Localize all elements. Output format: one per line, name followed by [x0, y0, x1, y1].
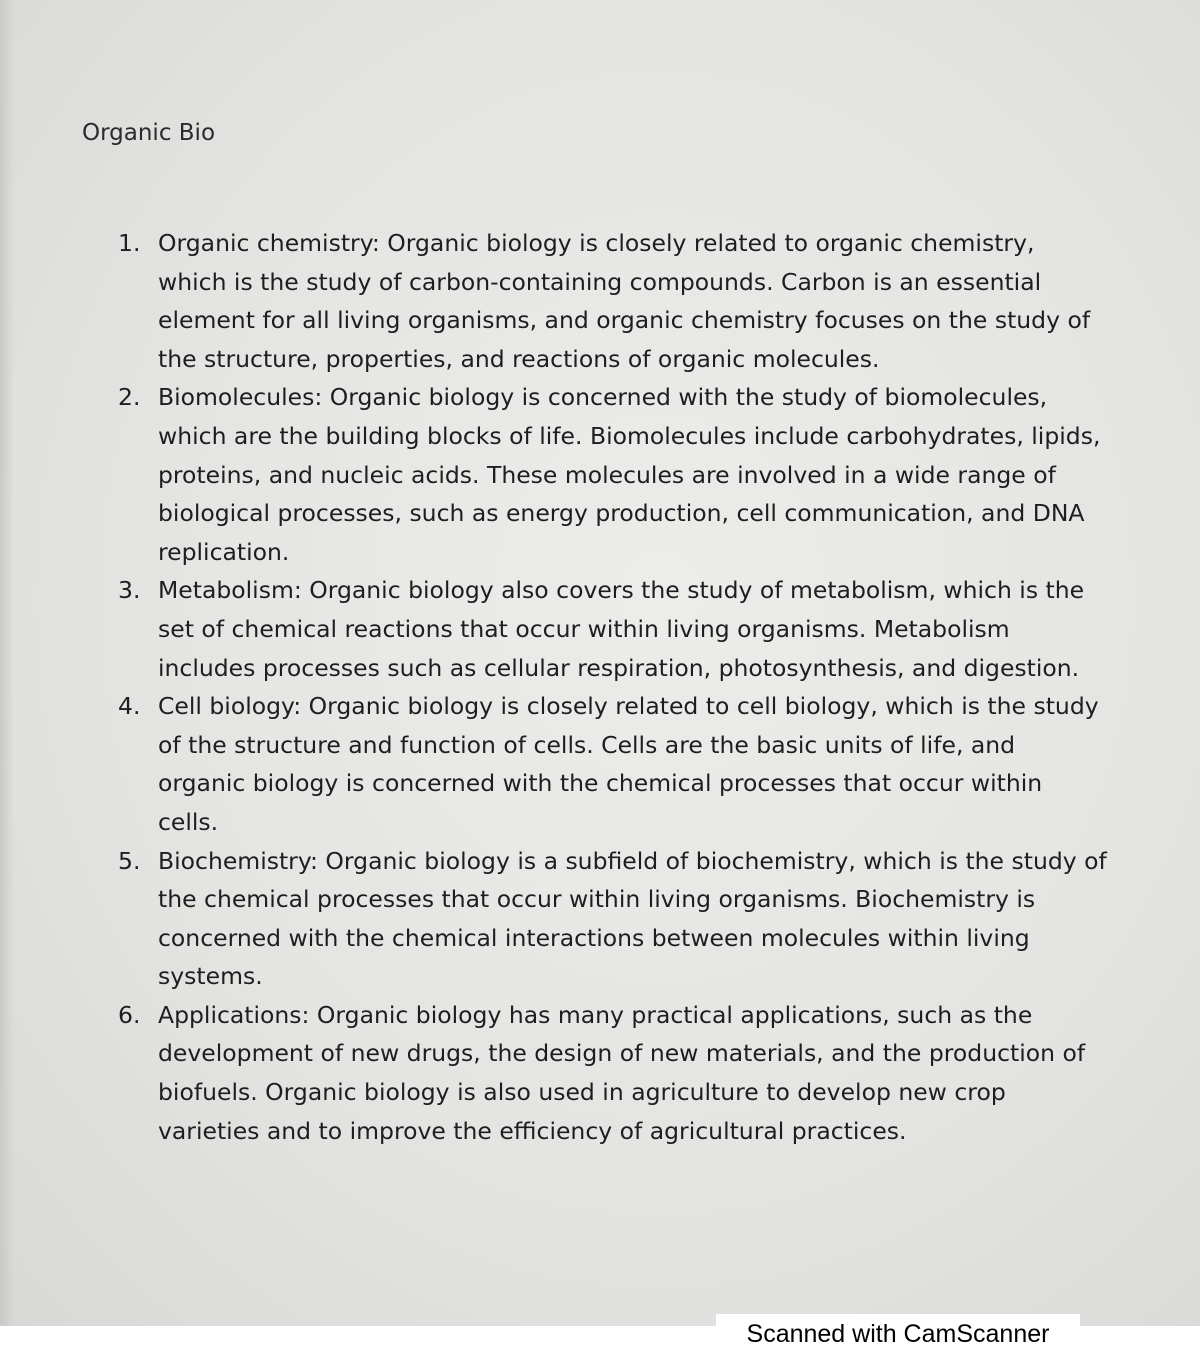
list-item-text: Cell biology: Organic biology is closely related to cell biology, which is the study of the structure and function of cells. Cells are the basic units of life, and organic biology is concerned with the chemical processes that occur within cells. [158, 692, 1099, 836]
list-item-text: Metabolism: Organic biology also covers the study of metabolism, which is the set of chemical reactions that occur within living organisms. Metabolism includes processes such as cellular respiration, photosynthesis, and digestion. [158, 576, 1085, 682]
list-item [118, 224, 1108, 378]
list-item-number: 6. [118, 1000, 141, 1029]
list-item [118, 842, 1108, 996]
list-item-number: 2. [118, 383, 141, 412]
list-item-text: Applications: Organic biology has many practical applications, such as the development of new drugs, the design of new materials, and the production of biofuels. Organic biology is also used in agriculture to develop new crop varieties and to improve the efficiency of agricultural practices. [158, 1000, 1086, 1145]
list-item-number: 5. [118, 846, 141, 875]
document-title: Organic Bio [82, 120, 216, 146]
list-item-number: 4. [118, 692, 141, 721]
numbered-list [118, 224, 1108, 1150]
page-edge-shadow [0, 0, 14, 1326]
list-item [118, 996, 1108, 1150]
list-item-number: 3. [118, 576, 141, 605]
list-item [118, 687, 1108, 841]
list-item [118, 378, 1108, 571]
list-item-text: Biochemistry: Organic biology is a subfield of biochemistry, which is the study of the chemical processes that occur within living organisms. Biochemistry is concerned with the chemical interactions between molecules within living systems. [158, 846, 1107, 991]
list-item-number: 1. [118, 229, 141, 257]
list-item [118, 571, 1108, 687]
list-item-text: Biomolecules: Organic biology is concerned with the study of biomolecules, which are the building blocks of life. Biomolecules include carbohydrates, lipids, proteins, and nucleic acids. These molecules are involved in a wide range of biological processes, such as energy production, cell communication, and DNA replication. [158, 383, 1101, 566]
camscanner-watermark: Scanned with CamScanner [716, 1314, 1080, 1354]
list-item-text: Organic chemistry: Organic biology is closely related to organic chemistry, which is the study of carbon-containing compounds. Carbon is an essential element for all living organisms, and organic chemistry focuses on the study of the structure, properties, and reactions of organic molecules. [158, 229, 1091, 373]
